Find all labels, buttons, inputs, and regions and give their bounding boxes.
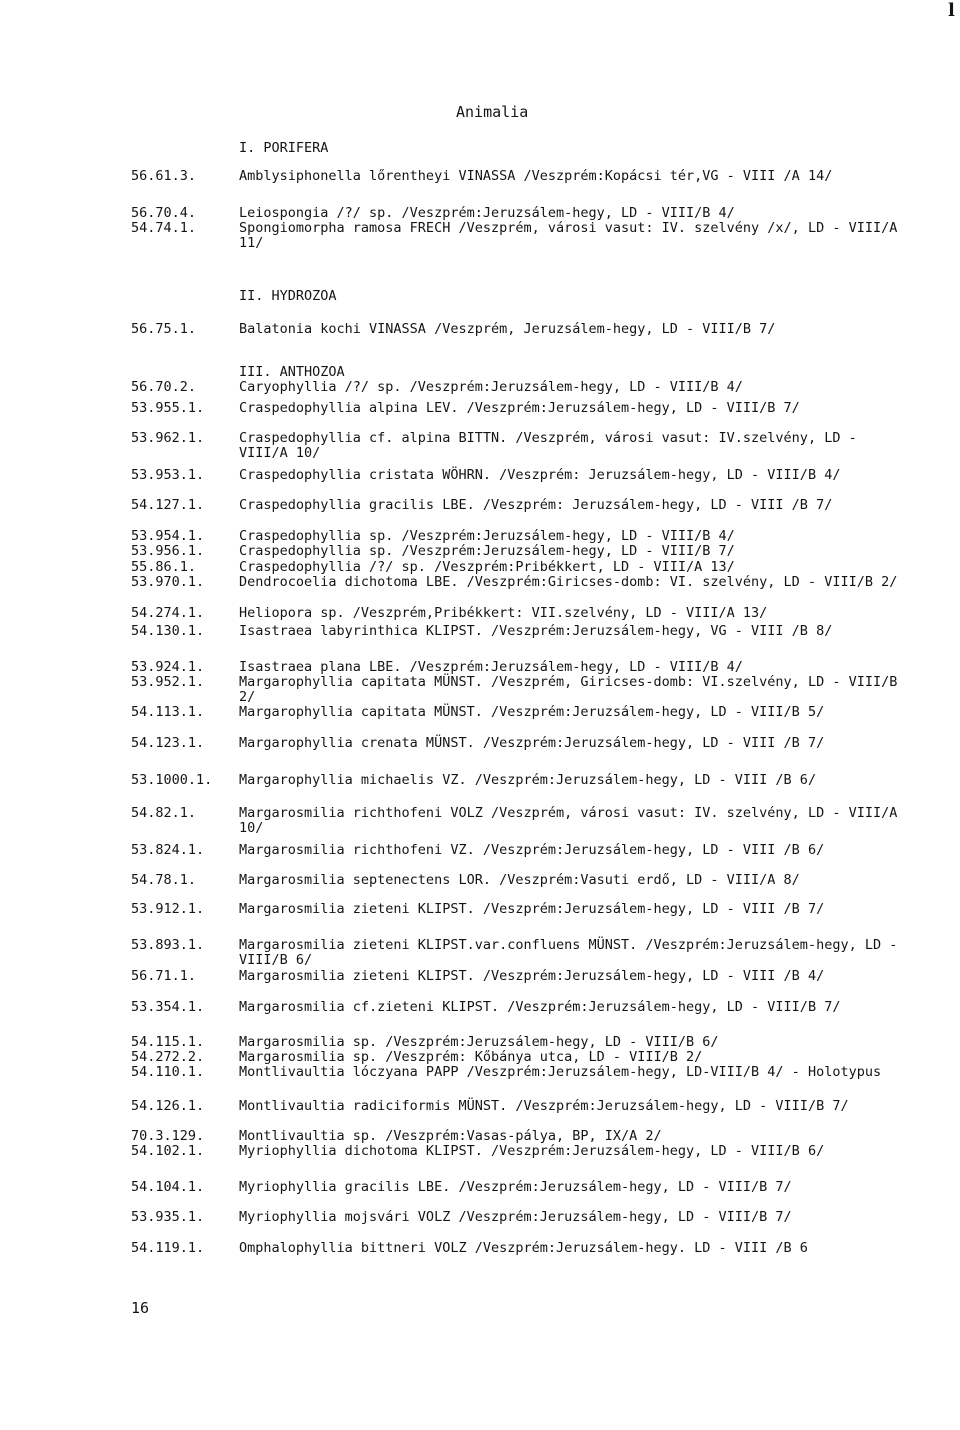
entry-text: Amblysiphonella lőrentheyi VINASSA /Veszprém:Kopácsi tér,VG - VIII /A 14/ [239,168,833,184]
entry-text: Margarophyllia michaelis VZ. /Veszprém:Jeruzsálem-hegy, LD - VIII /B 6/ [239,772,817,788]
entry-text: Margarosmilia sp. /Veszprém:Jeruzsálem-hegy, LD - VIII/B 6/ [239,1034,719,1050]
page-title: Animalia [456,103,529,121]
entry-text: Montlivaultia sp. /Veszprém:Vasas-pálya, BP, IX/A 2/ [239,1128,662,1144]
entry-text: Montlivaultia radiciformis MÜNST. /Veszprém:Jeruzsálem-hegy, LD - VIII/B 7/ [239,1098,849,1114]
entry-text: Craspedophyllia cf. alpina BITTN. /Veszprém, városi vasut: IV.szelvény, LD - VIII/A 10/ [239,430,857,461]
entry-text: Isastraea plana LBE. /Veszprém:Jeruzsálem-hegy, LD - VIII/B 4/ [239,659,743,675]
entry-code: 56.71.1. [131,968,197,984]
entry-text: Margarophyllia crenata MÜNST. /Veszprém:Jeruzsálem-hegy, LD - VIII /B 7/ [239,735,825,751]
entry-code: 53.954.1. [131,528,205,544]
entry-code: 54.74.1. [131,220,197,236]
entry-text: Leiospongia /?/ sp. /Veszprém:Jeruzsálem-hegy, LD - VIII/B 4/ [239,205,735,221]
entry-code: 56.75.1. [131,321,197,337]
entry-code: 56.70.4. [131,205,197,221]
entry-code: 70.3.129. [131,1128,205,1144]
entry-code: 53.952.1. [131,674,205,690]
entry-text: Margarosmilia richthofeni VOLZ /Veszprém, városi vasut: IV. szelvény, LD - VIII/A 10/ [239,805,898,836]
entry-text: Margarophyllia capitata MÜNST. /Veszprém, Giricses-domb: VI.szelvény, LD - VIII/B 2/ [239,674,898,705]
entry-text: Margarosmilia septenectens LOR. /Veszprém:Vasuti erdő, LD - VIII/A 8/ [239,872,800,888]
entry-text: Margarosmilia zieteni KLIPST.var.confluens MÜNST. /Veszprém:Jeruzsálem-hegy, LD - VIII/B 6/ [239,937,898,968]
entry-text: Dendrocoelia dichotoma LBE. /Veszprém:Giricses-domb: VI. szelvény, LD - VIII/B 2/ [239,574,898,590]
entry-code: 56.70.2. [131,379,197,395]
entry-code: 54.130.1. [131,623,205,639]
entry-code: 54.119.1. [131,1240,205,1256]
entry-code: 55.86.1. [131,559,197,575]
entry-code: 54.127.1. [131,497,205,513]
entry-code: 54.272.2. [131,1049,205,1065]
entry-text: Margarosmilia sp. /Veszprém: Kőbánya utca, LD - VIII/B 2/ [239,1049,703,1065]
entry-code: 54.113.1. [131,704,205,720]
entry-code: 54.123.1. [131,735,205,751]
entry-code: 53.962.1. [131,430,205,446]
entry-text: Heliopora sp. /Veszprém,Pribékkert: VII.szelvény, LD - VIII/A 13/ [239,605,768,621]
entry-code: 53.955.1. [131,400,205,416]
section-heading: II. HYDROZOA [239,288,337,304]
section-heading: I. PORIFERA [239,140,329,156]
entry-text: Margarosmilia cf.zieteni KLIPST. /Veszprém:Jeruzsálem-hegy, LD - VIII/B 7/ [239,999,841,1015]
entry-code: 53.354.1. [131,999,205,1015]
entry-text: Montlivaultia lóczyana PAPP /Veszprém:Jeruzsálem-hegy, LD-VIII/B 4/ - Holotypus [239,1064,882,1080]
entry-code: 53.893.1. [131,937,205,953]
entry-text: Craspedophyllia alpina LEV. /Veszprém:Jeruzsálem-hegy, LD - VIII/B 7/ [239,400,800,416]
entry-text: Myriophyllia dichotoma KLIPST. /Veszprém:Jeruzsálem-hegy, LD - VIII/B 6/ [239,1143,825,1159]
entry-text: Omphalophyllia bittneri VOLZ /Veszprém:Jeruzsálem-hegy. LD - VIII /B 6 [239,1240,808,1256]
entry-text: Margarosmilia richthofeni VZ. /Veszprém:Jeruzsálem-hegy, LD - VIII /B 6/ [239,842,825,858]
entry-text: Margarophyllia capitata MÜNST. /Veszprém:Jeruzsálem-hegy, LD - VIII/B 5/ [239,704,825,720]
entry-code: 54.274.1. [131,605,205,621]
entry-code: 53.924.1. [131,659,205,675]
entry-code: 53.935.1. [131,1209,205,1225]
corner-mark: l [948,0,955,21]
entry-text: Caryophyllia /?/ sp. /Veszprém:Jeruzsálem-hegy, LD - VIII/B 4/ [239,379,743,395]
entry-code: 54.110.1. [131,1064,205,1080]
entry-code: 53.912.1. [131,901,205,917]
entry-code: 54.102.1. [131,1143,205,1159]
entry-code: 54.126.1. [131,1098,205,1114]
page-number: 16 [131,1299,150,1317]
entry-text: Margarosmilia zieteni KLIPST. /Veszprém:Jeruzsálem-hegy, LD - VIII /B 4/ [239,968,825,984]
entry-text: Myriophyllia mojsvári VOLZ /Veszprém:Jeruzsálem-hegy, LD - VIII/B 7/ [239,1209,792,1225]
entry-text: Craspedophyllia sp. /Veszprém:Jeruzsálem-hegy, LD - VIII/B 4/ [239,528,735,544]
entry-code: 53.1000.1. [131,772,213,788]
entry-code: 54.104.1. [131,1179,205,1195]
entry-code: 54.115.1. [131,1034,205,1050]
entry-code: 53.953.1. [131,467,205,483]
entry-text: Craspedophyllia cristata WÖHRN. /Veszprém: Jeruzsálem-hegy, LD - VIII/B 4/ [239,467,841,483]
entry-text: Margarosmilia zieteni KLIPST. /Veszprém:Jeruzsálem-hegy, LD - VIII /B 7/ [239,901,825,917]
entry-text: Myriophyllia gracilis LBE. /Veszprém:Jeruzsálem-hegy, LD - VIII/B 7/ [239,1179,792,1195]
entry-text: Craspedophyllia sp. /Veszprém:Jeruzsálem-hegy, LD - VIII/B 7/ [239,543,735,559]
entry-text: Craspedophyllia /?/ sp. /Veszprém:Pribékkert, LD - VIII/A 13/ [239,559,735,575]
entry-code: 53.970.1. [131,574,205,590]
entry-code: 56.61.3. [131,168,197,184]
entry-text: Craspedophyllia gracilis LBE. /Veszprém: Jeruzsálem-hegy, LD - VIII /B 7/ [239,497,833,513]
entry-text: Spongiomorpha ramosa FRECH /Veszprém, városi vasut: IV. szelvény /x/, LD - VIII/A 11/ [239,220,898,251]
entry-code: 53.956.1. [131,543,205,559]
entry-text: Isastraea labyrinthica KLIPST. /Veszprém:Jeruzsálem-hegy, VG - VIII /B 8/ [239,623,833,639]
entry-text: Balatonia kochi VINASSA /Veszprém, Jeruzsálem-hegy, LD - VIII/B 7/ [239,321,776,337]
entry-code: 54.82.1. [131,805,197,821]
entry-code: 54.78.1. [131,872,197,888]
entry-code: 53.824.1. [131,842,205,858]
section-heading: III. ANTHOZOA [239,364,345,380]
